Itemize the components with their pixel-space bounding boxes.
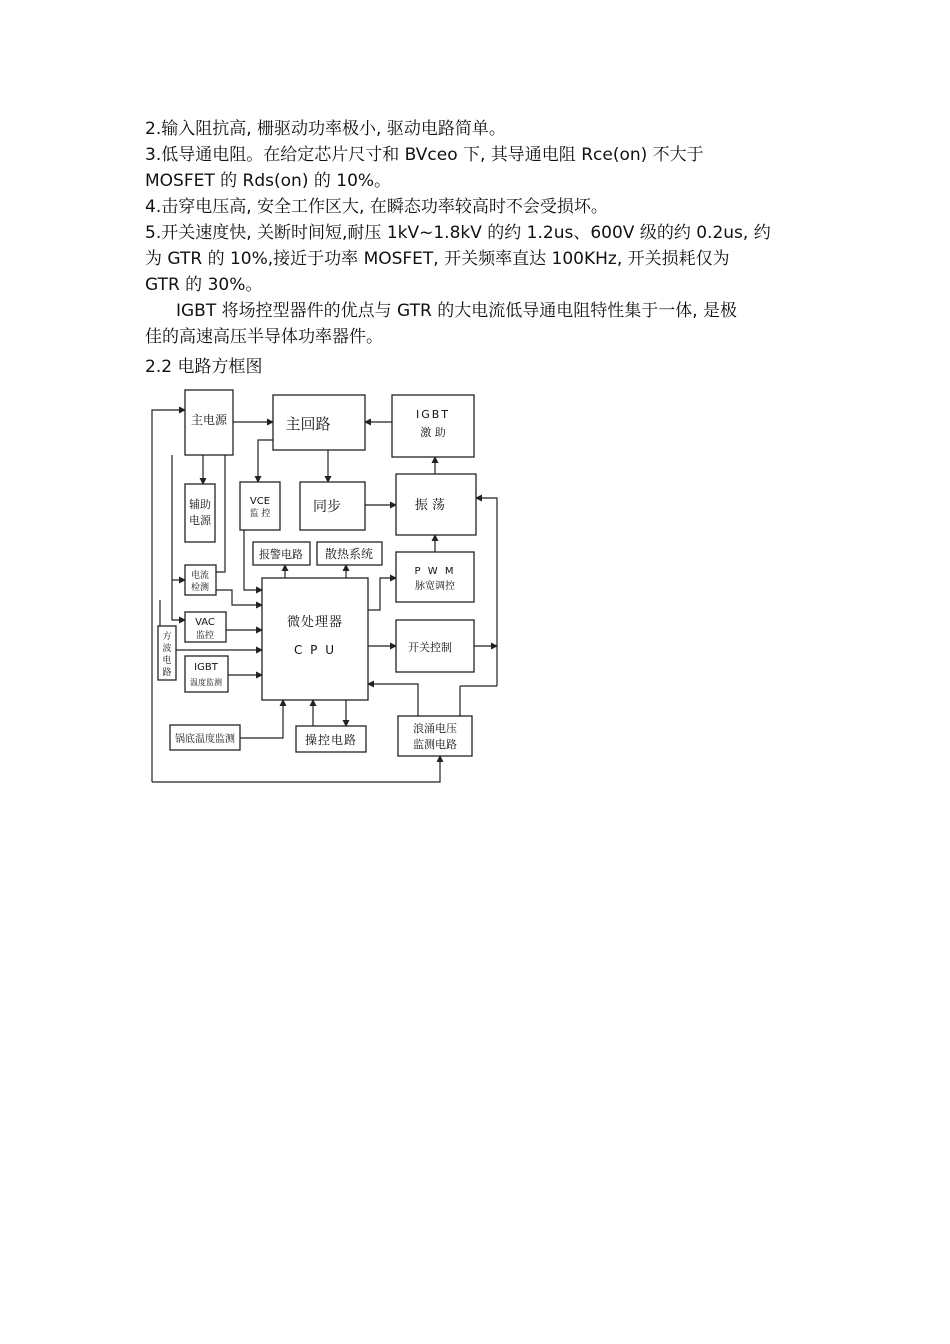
block-main-loop — [273, 395, 365, 450]
svg-text:检测: 检测 — [190, 583, 210, 593]
block-surge-monitor — [398, 716, 472, 756]
svg-text:IGBT: IGBT — [415, 408, 451, 421]
summary-paragraph-line-1: IGBT 将场控型器件的优点与 GTR 的大电流低导通电阻特性集于一体, 是极 — [176, 301, 738, 321]
list-item-3-line-2: MOSFET 的 Rds(on) 的 10%。 — [145, 171, 392, 191]
svg-text:脉宽调控: 脉宽调控 — [415, 581, 455, 592]
block-aux-power — [185, 484, 215, 542]
block-cooling — [317, 542, 382, 565]
svg-text:电源: 电源 — [189, 514, 211, 527]
svg-text:P W M: P W M — [414, 566, 456, 577]
svg-text:激 助: 激 助 — [420, 426, 446, 439]
block-pwm — [396, 552, 474, 602]
block-sync — [300, 482, 365, 530]
list-item-3-line-1: 3.低导通电阻。在给定芯片尺寸和 BVceo 下, 其导通电阻 Rce(on) 不大于 — [145, 145, 704, 165]
svg-text:监 控: 监 控 — [249, 509, 271, 519]
svg-text:IGBT: IGBT — [194, 662, 218, 673]
svg-text:路: 路 — [162, 668, 172, 678]
svg-text:波: 波 — [162, 644, 172, 654]
block-vac-monitor — [185, 612, 226, 642]
svg-text:锅底温度监测: 锅底温度监测 — [175, 734, 235, 745]
summary-paragraph-line-2: 佳的高速高压半导体功率器件。 — [145, 327, 383, 347]
svg-text:电: 电 — [162, 656, 172, 666]
svg-text:VCE: VCE — [249, 496, 271, 507]
svg-text:监控: 监控 — [195, 631, 215, 641]
list-item-2: 2.输入阻抗高, 栅驱动功率极小, 驱动电路简单。 — [145, 119, 506, 139]
svg-text:VAC: VAC — [195, 617, 215, 628]
block-current-detect — [185, 565, 216, 595]
list-item-5-line-3: GTR 的 30%。 — [145, 275, 263, 295]
svg-text:开关控制: 开关控制 — [408, 641, 452, 654]
block-main-power — [185, 390, 233, 455]
svg-text:振 荡: 振 荡 — [414, 498, 446, 513]
svg-text:报警电路: 报警电路 — [259, 548, 303, 561]
block-cpu — [262, 578, 368, 700]
block-filter-circuit — [158, 626, 176, 680]
list-item-4: 4.击穿电压高, 安全工作区大, 在瞬态功率较高时不会受损坏。 — [145, 197, 608, 217]
block-pan-temp — [170, 725, 240, 750]
svg-text:电流: 电流 — [190, 571, 210, 581]
svg-text:微处理器: 微处理器 — [286, 615, 344, 630]
block-alarm — [253, 542, 310, 565]
block-control-panel — [296, 726, 366, 752]
svg-text:同步: 同步 — [313, 499, 341, 515]
svg-text:主回路: 主回路 — [285, 415, 331, 433]
svg-text:辅助: 辅助 — [189, 498, 211, 511]
svg-text:C P U: C P U — [293, 643, 337, 657]
block-oscillator — [396, 474, 476, 535]
svg-text:浪涌电压: 浪涌电压 — [413, 722, 457, 735]
svg-text:主电源: 主电源 — [190, 413, 228, 427]
svg-text:监测电路: 监测电路 — [413, 738, 457, 751]
svg-text:温度监测: 温度监测 — [190, 678, 222, 687]
svg-text:散热系统: 散热系统 — [324, 547, 374, 561]
block-switch-control — [396, 620, 474, 672]
list-item-5-line-2: 为 GTR 的 10%,接近于功率 MOSFET, 开关频率直达 100KHz, 开关损耗仅为 — [145, 249, 730, 269]
svg-text:方: 方 — [162, 632, 172, 642]
circuit-block-diagram — [145, 385, 510, 785]
svg-text:操控电路: 操控电路 — [304, 733, 358, 747]
list-item-5-line-1: 5.开关速度快, 关断时间短,耐压 1kV~1.8kV 的约 1.2us、600V 级的约 0.2us, 约 — [145, 223, 771, 243]
section-heading: 2.2 电路方框图 — [145, 357, 263, 377]
block-vce-monitor — [240, 482, 280, 530]
block-igbt-drive — [392, 395, 474, 457]
block-igbt-temp — [185, 656, 228, 692]
